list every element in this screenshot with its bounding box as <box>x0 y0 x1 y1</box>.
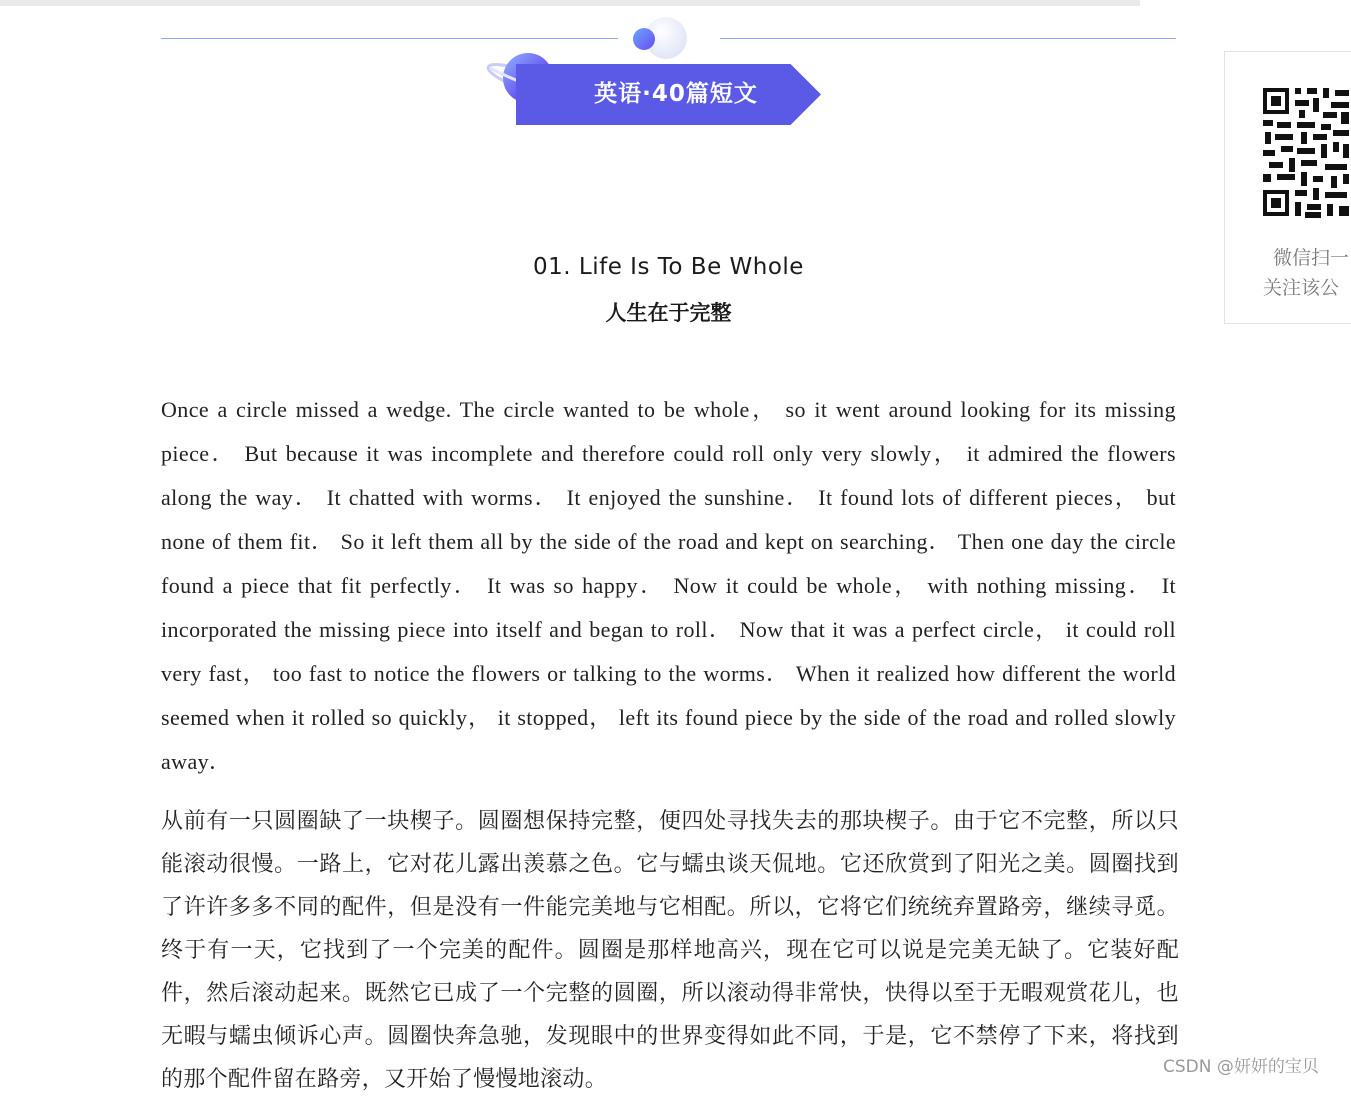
top-border-gap <box>1140 0 1351 6</box>
article-title-zh: 人生在于完整 <box>605 301 732 325</box>
article-paragraph-en: Once a circle missed a wedge. The circle wanted to be whole， so it went around looking for its missing piece． But because it was incomplete and therefore could roll only very slowly， it admired the flowers along the way． It chatted with worms． It enjoyed the sunshine． It found lots of different pieces， but none of them fit． So it left them all by the side of the road and kept on searching． Then one day the circle found a piece that fit perfectly． It was so happy． Now it could be whole， with nothing missing． It incorporated the missing piece into itself and began to roll． Now that it was a perfect circle， it could roll very fast， too fast to notice the flowers or talking to the worms． When it realized how different the world seemed when it rolled so quickly， it stopped， left its found piece by the side of the road and rolled slowly away． <box>161 397 1176 774</box>
article-title-en: 01. Life Is To Be Whole <box>533 254 804 280</box>
article-paragraph-zh: 从前有一只圆圈缺了一块楔子。圆圈想保持完整，便四处寻找失去的那块楔子。由于它不完整，所以只能滚动很慢。一路上，它对花儿露出羡慕之色。它与蠕虫谈天侃地。它还欣赏到了阳光之美。圆圈找到了许许多多不同的配件，但是没有一件能完美地与它相配。所以，它将它们统统弃置路旁，继续寻觅。终于有一天，它找到了一个完美的配件。圆圈是那样地高兴，现在它可以说是完美无缺了。它装好配件，然后滚动起来。既然它已成了一个完整的圆圈，所以滚动得非常快，快得以至于无暇观赏花儿，也无暇与蠕虫倾诉心声。圆圈快奔急驰，发现眼中的世界变得如此不同，于是，它不禁停了下来，将找到的那个配件留在路旁，又开始了慢慢地滚动。 <box>161 809 1179 1092</box>
header-rule-left <box>161 38 618 39</box>
section-banner-label: 英语·40篇短文 <box>594 81 758 107</box>
qr-code-icon <box>1261 86 1351 220</box>
decorative-bubbles-icon <box>628 16 692 62</box>
follow-hint-line2: 关注该公 <box>1263 277 1340 299</box>
header-rule-right <box>720 38 1176 39</box>
section-banner-text-wrap <box>516 64 836 125</box>
wechat-follow-card <box>1224 51 1351 324</box>
follow-hint-line1: 微信扫一 <box>1273 247 1350 269</box>
csdn-watermark: CSDN @妍妍的宝贝 <box>1163 1057 1319 1077</box>
